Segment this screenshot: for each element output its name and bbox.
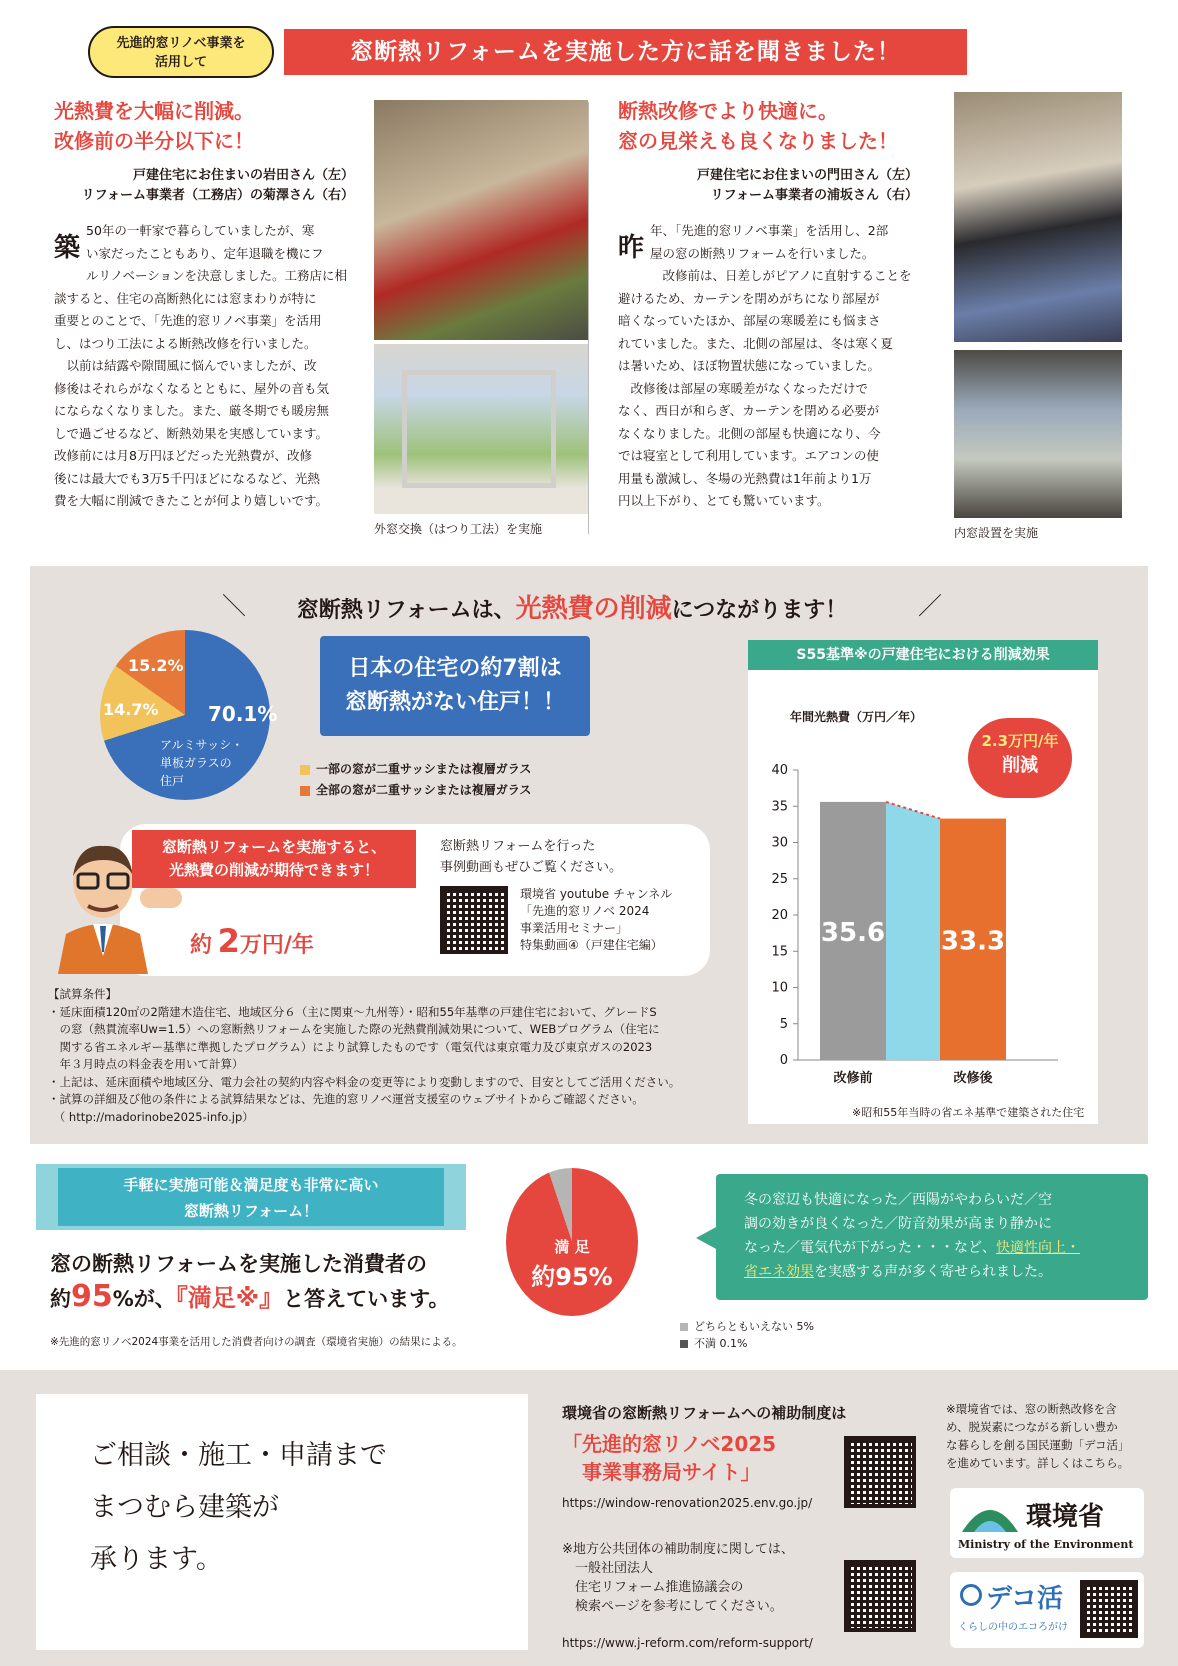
left-body-line: 費を大幅に削減できたことが何より嬉しいです。 [54, 493, 329, 508]
savings-tag-2: 光熱費の削減が期待できます！ [168, 861, 379, 879]
savings-gap-band [886, 802, 940, 1060]
left-body [54, 220, 354, 513]
deco-emblem-icon [960, 1584, 982, 1606]
sat-pie-label [506, 1236, 638, 1292]
satisfaction-ribbon [58, 1168, 444, 1226]
video-note [440, 836, 622, 878]
deco-logo-text: デコ活 [986, 1584, 1063, 1614]
chart-ylabel [790, 708, 922, 726]
column-divider [588, 102, 589, 534]
condition-line: の窓（熱貫流率Uw=1.5）への窓断熱リフォームを実施した際の光熱費削減効果について、WEBプログラム（住宅に [48, 1022, 660, 1036]
sat-legend-swatch-2 [680, 1340, 688, 1348]
y-tick-label: 5 [779, 1016, 788, 1032]
sat-b: 95 [71, 1279, 113, 1314]
sat-pie-label-1: 満 足 [554, 1238, 590, 1256]
right-body-line: なく、西日が和らぎ、カーテンを閉める必要が [618, 403, 880, 418]
sat-legend-swatch-1 [680, 1323, 688, 1331]
condition-line: 関する省エネルギー基準に準拠したプログラム）により試算したものです（電気代は東京電力及び東京ガスの2023 [48, 1039, 653, 1054]
legend-yellow-label: 一部の窓が二重サッシまたは複層ガラス [316, 762, 532, 776]
right-body [618, 220, 918, 513]
savings-title [212, 588, 932, 625]
right-body-line: 改修後は部屋の寒暖差がなくなっただけで [618, 380, 869, 396]
moe-logo-text: 環境省 [1026, 1502, 1105, 1532]
ribbon-line-2: 窓断熱リフォーム！ [183, 1202, 319, 1220]
left-photo-window [374, 344, 588, 514]
bar-value-label: 35.6 [820, 917, 886, 948]
contact-line-1: ご相談・施工・申請まで [90, 1440, 387, 1471]
right-people [618, 166, 918, 206]
quote-1: 冬の窓辺も快適になった／西陽がやわらいだ／空 [744, 1192, 1052, 1208]
left-body-line: 重要とのことで、「先進的窓リノベ事業」を活用 [54, 313, 322, 328]
deco-slash-left: ＼ [222, 592, 246, 620]
savings-title-c: につながります！ [671, 598, 848, 623]
contact-line-3: 承ります。 [90, 1544, 223, 1575]
subsidy-url[interactable]: https://window-renovation2025.env.go.jp/ [562, 1496, 813, 1510]
left-dropcap: 築 [54, 233, 81, 263]
sat-e: と答えています。 [283, 1287, 450, 1311]
pie-legend [300, 760, 531, 798]
y-tick-label: 0 [779, 1053, 788, 1068]
right-headline [618, 96, 928, 156]
voices-box [716, 1174, 1148, 1300]
right-body-line: は暑いため、ほぼ物置状態になっていました。 [618, 358, 881, 373]
moe-logo[interactable] [950, 1488, 1144, 1558]
y-tick-label: 10 [771, 980, 788, 996]
left-body-line: にならなくなりました。また、厳冬期でも暖房無 [54, 403, 330, 418]
blue-callout-2: 窓断熱がない住戸！！ [344, 690, 565, 715]
sat-d: 『満足※』 [175, 1284, 284, 1312]
moe-logo-en: Ministry of the Environment [958, 1538, 1134, 1551]
chart-footnote: ※昭和55年当時の省エネ基準で建築された住宅 [852, 1106, 1085, 1119]
left-people-2: リフォーム事業者（工務店）の菊澤さん（右） [81, 188, 354, 203]
amount-prefix: 約 [190, 933, 213, 958]
right-body-line: 避けるため、カーテンを閉めがちになり部屋が [618, 290, 880, 306]
left-photo-people [374, 100, 588, 340]
left-body-line: しで過ごせるなど、断熱効果を実感しています。 [54, 425, 329, 441]
right-body-line: 年、「先進的窓リノベ事業」を活用し、2部 [650, 223, 889, 238]
right-body-line: なくなりました。北側の部屋も快適になり、今 [618, 425, 881, 441]
legend-swatch-orange [300, 786, 310, 796]
left-headline [54, 96, 354, 156]
local-line-3: 住宅リフォーム推進協議会の [562, 1580, 744, 1595]
right-dropcap: 昨 [618, 233, 645, 263]
quote-hl-1: 快適性向上・ [996, 1240, 1080, 1256]
pie-main-value: 70.1% [208, 702, 278, 726]
sat-pie-label-2: 約95% [531, 1263, 613, 1291]
right-body-line: 暗くなっていたほか、部屋の寒暖差にも悩まさ [618, 313, 881, 328]
right-headline-1: 断熱改修でより快適に。 [618, 99, 838, 123]
quote-hl-2: 省エネ効果 [744, 1264, 814, 1280]
annotation-amount: 2.3万円/年 [981, 732, 1059, 750]
header-bubble [88, 26, 274, 78]
y-tick-label: 15 [771, 944, 788, 960]
local-line-2: 一般社団法人 [562, 1561, 654, 1576]
blue-callout [320, 636, 590, 736]
bar-value-label: 33.3 [940, 926, 1006, 957]
local-url[interactable]: https://www.j-reform.com/reform-support/ [562, 1636, 813, 1650]
right-caption: 内窓設置を実施 [954, 526, 1039, 540]
pie-main-desc [160, 736, 270, 790]
video-channel [520, 886, 672, 954]
local-line-4: 検索ページを参考にしてください。 [562, 1599, 783, 1614]
quote-2: 調の効きが良くなった／防音効果が高まり静かに [744, 1216, 1052, 1232]
y-tick-label: 25 [771, 871, 788, 887]
left-caption: 外窓交換（はつり工法）を実施 [374, 522, 543, 536]
y-tick-label: 40 [771, 763, 788, 778]
presenter-hand [140, 888, 182, 908]
condition-line: ・試算の詳細及び他の条件による試算結果などは、先進的窓リノベ運営支援室のウェブサイトからご確認ください。 [48, 1092, 644, 1106]
x-category-label: 改修前 [833, 1071, 873, 1086]
sat-legend-1: どちらともいえない 5% [694, 1320, 814, 1333]
right-people-2: リフォーム事業者の浦坂さん（右） [710, 188, 918, 203]
left-body-line: 50年の一軒家で暮らしていましたが、寒 [86, 223, 315, 238]
right-headline-2: 窓の見栄えも良くなりました！ [618, 129, 898, 153]
ribbon-line-1: 手軽に実施可能＆満足度も非常に高い [123, 1176, 379, 1194]
savings-title-a: 窓断熱リフォームは、 [296, 598, 516, 623]
quote-3: なった／電気代が下がった・・・など、 [744, 1240, 996, 1256]
channel-line-2: 「先進的窓リノベ 2024 [520, 904, 650, 918]
subsidy-site-2: 事業事務局サイト」 [562, 1460, 761, 1484]
y-tick-label: 30 [771, 835, 788, 851]
left-headline-2: 改修前の半分以下に！ [54, 129, 254, 153]
bubble-line-2: 活用して [154, 55, 207, 70]
right-body-line: 円以上下がり、とても驚いています。 [618, 493, 830, 508]
savings-amount [190, 922, 314, 960]
sat-c: %が、 [112, 1287, 176, 1311]
right-body-line: れていました。また、北側の部屋は、冬は寒く夏 [618, 335, 894, 351]
pie-desc-2: 単板ガラスの [160, 756, 232, 770]
left-body-line: 談すると、住宅の高断熱化には窓まわりが特に [54, 290, 317, 306]
local-qr-code[interactable] [844, 1560, 916, 1632]
contact-text [90, 1430, 387, 1586]
pie-orange-value: 15.2% [128, 656, 184, 675]
window-frame [402, 370, 556, 488]
left-people-1: 戸建住宅にお住まいの岩田さん（左） [132, 168, 354, 183]
left-body-line: 修後はそれらがなくなるとともに、屋外の音も気 [54, 380, 330, 396]
right-photo-window [954, 350, 1122, 518]
header-title: 窓断熱リフォームを実施した方に話を聞きました！ [284, 29, 967, 75]
channel-line-4: 特集動画④（戸建住宅編） [520, 938, 663, 952]
moe-emblem-icon [960, 1496, 1020, 1536]
satisfaction-line-2 [50, 1278, 449, 1314]
deco-logo-sub: くらしの中のエコろがけ [958, 1622, 1068, 1633]
deco-qr-code[interactable] [1080, 1580, 1138, 1638]
left-people [54, 166, 354, 206]
legend-orange-label: 全部の窓が二重サッシまたは複層ガラス [316, 783, 532, 797]
moe-note-3: な暮らしを創る国民運動「デコ活」 [946, 1438, 1130, 1452]
subsidy-qr-code[interactable] [844, 1436, 916, 1508]
calc-conditions [48, 986, 728, 1126]
local-subsidy [562, 1540, 794, 1616]
left-body-line: し、はつり工法による断熱改修を行いました。 [54, 335, 317, 351]
right-body-line: では寝室として利用しています。エアコンの使 [618, 448, 879, 463]
y-tick-label: 20 [771, 908, 788, 923]
left-body-line: ルリノベーションを決意しました。工務店に相 [86, 268, 348, 283]
deco-logo[interactable] [950, 1572, 1144, 1648]
video-qr-code[interactable] [440, 886, 508, 954]
channel-line-3: 事業活用セミナー」 [520, 921, 629, 935]
left-body-line: い家だったこともあり、定年退職を機にフ [86, 245, 324, 261]
quote-pointer [696, 1226, 718, 1250]
bar-chart [748, 760, 1098, 1100]
pie-desc-3: 住戸 [160, 774, 185, 788]
sat-legend-2: 不満 0.1% [694, 1337, 748, 1350]
right-body-line: 屋の窓の断熱リフォームを行いました。 [650, 245, 875, 261]
right-body-line: 改修前は、日差しがピアノに直射することを [650, 268, 912, 283]
deco-slash-right: ／ [918, 592, 942, 620]
amount-unit: 万円/年 [239, 933, 314, 958]
satisfaction-line-1: 窓の断熱リフォームを実施した消費者の [50, 1252, 427, 1276]
right-body-line: 用量も激減し、冬場の光熱費は1年前より1万 [618, 470, 872, 486]
left-headline-1: 光熱費を大幅に削減。 [54, 99, 254, 123]
sat-legend [680, 1318, 814, 1352]
legend-swatch-yellow [300, 765, 310, 775]
moe-note-4: を進めています。詳しくはこちら。 [946, 1456, 1130, 1470]
condition-line: ・上記は、延床面積や地域区分、電力会社の契約内容や料金の変更等により変動しますので、目安としてご活用ください。 [48, 1074, 681, 1089]
video-line-1: 窓断熱リフォームを行った [440, 839, 596, 854]
savings-title-b: 光熱費の削減 [515, 594, 672, 624]
right-photo-people [954, 92, 1122, 342]
savings-tag-1: 窓断熱リフォームを実施すると、 [161, 838, 387, 856]
video-line-2: 事例動画もぜひご覧ください。 [440, 860, 623, 875]
pie-yellow-value: 14.7% [103, 700, 159, 719]
satisfaction-note: ※先進的窓リノベ2024事業を活用した消費者向けの調査（環境省実施）の結果による。 [50, 1336, 463, 1348]
local-line-1: ※地方公共団体の補助制度に関しては、 [562, 1542, 794, 1557]
annotation-label: 削減 [1002, 755, 1038, 776]
savings-tag [132, 830, 416, 888]
pie-desc-1: アルミサッシ・ [160, 738, 244, 752]
y-tick-label: 35 [771, 799, 788, 815]
left-body-line: 後には最大でも3万5千円ほどになるなど、光熱 [54, 470, 320, 486]
left-body-line: 改修前には月8万円ほどだった光熱費が、改修 [54, 448, 312, 463]
moe-note-1: ※環境省では、窓の断熱改修を含 [946, 1402, 1117, 1416]
chart-ylabel-text: 年間光熱費（万円／年） [790, 710, 923, 724]
quote-end: を実感する声が多く寄せられました。 [814, 1264, 1052, 1280]
condition-line: （ http://madorinobe2025-info.jp） [48, 1109, 254, 1124]
moe-note-2: め、脱炭素につながる新しい豊か [946, 1420, 1118, 1434]
x-category-label: 改修後 [953, 1071, 993, 1086]
contact-line-2: まつむら建築が [90, 1492, 279, 1523]
blue-callout-1: 日本の住宅の約7割は [348, 656, 562, 681]
subsidy-site-1: 「先進的窓リノベ2025 [562, 1432, 777, 1456]
right-people-1: 戸建住宅にお住まいの門田さん（左） [696, 168, 918, 183]
condition-line: 年３月時点の料金表を用いて計算） [48, 1057, 244, 1071]
channel-line-1: 環境省 youtube チャンネル [520, 887, 673, 901]
subsidy-title: 環境省の窓断熱リフォームへの補助制度は [562, 1404, 847, 1422]
chart-title: S55基準※の戸建住宅における削減効果 [748, 640, 1098, 670]
sat-a: 約 [50, 1287, 71, 1311]
left-body-line: 以前は結露や隙間風に悩んでいましたが、改 [54, 358, 317, 373]
subsidy-site[interactable] [562, 1430, 776, 1486]
bubble-line-1: 先進的窓リノベ事業を [116, 36, 246, 51]
condition-line: ・延床面積120㎡の2階建木造住宅、地域区分６（主に関東〜九州等）・昭和55年基準の戸建住宅において、グレードS [48, 1004, 657, 1019]
moe-note [946, 1400, 1150, 1472]
condition-line: 【試算条件】 [48, 987, 117, 1001]
amount-num: 2 [217, 922, 240, 960]
